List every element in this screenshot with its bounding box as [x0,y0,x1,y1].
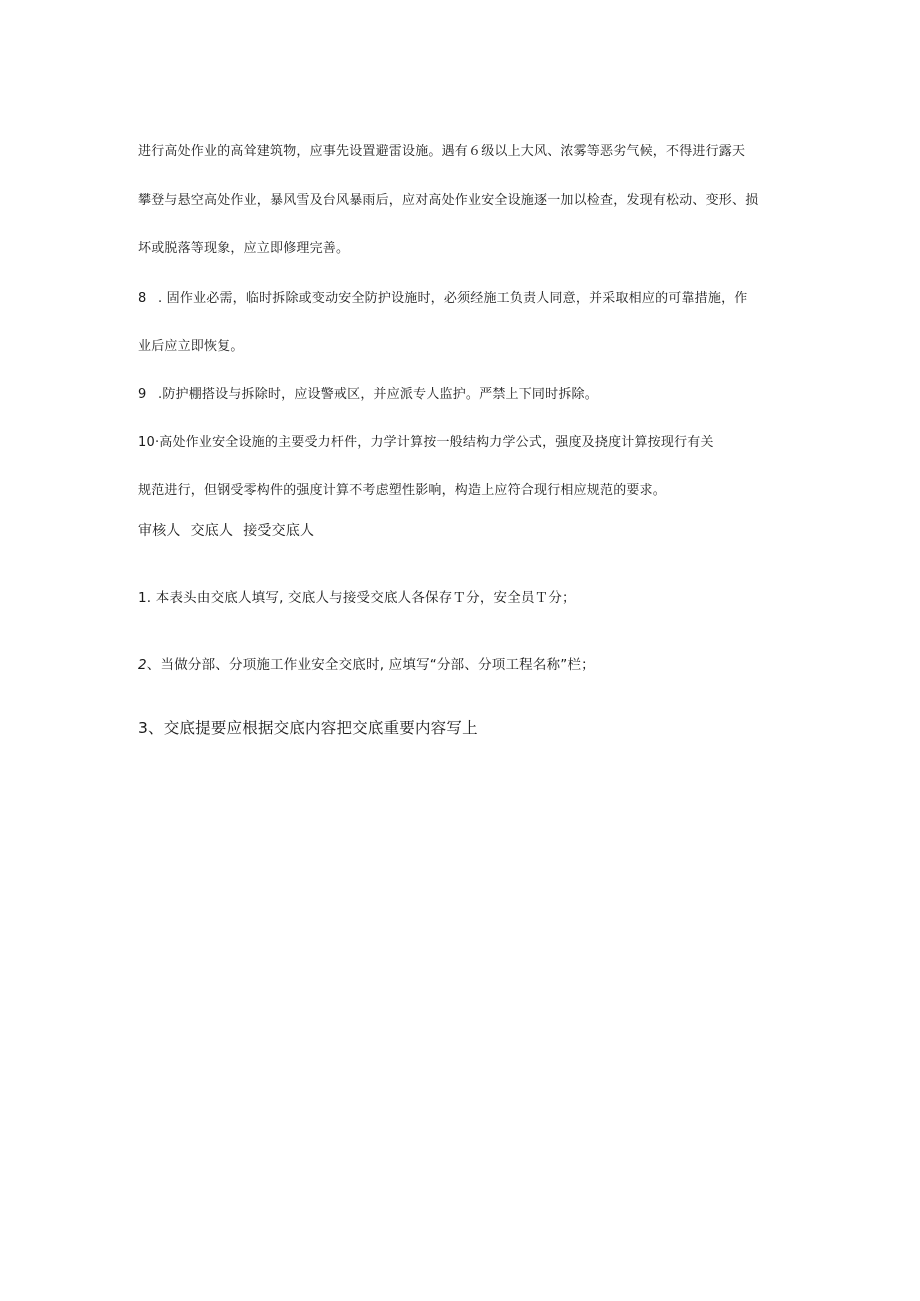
para7-line2: 攀登与悬空高处作业，暴风雪及台风暴雨后，应对高处作业安全设施逐一加以检查，发现有松动、变形、损 [138,193,759,208]
discloser-label: 交底人 [190,523,234,539]
para9-number: 9 [138,387,147,402]
note-2-text: 、当做分部、分项施工作业安全交底时, 应填写“分部、分项工程名称”栏； [146,657,595,673]
para7-line1: 进行高处作业的高耸建筑物，应事先设置避雷设施。遇有６级以上大风、浓雾等恶劣气候，不得进行露天 [138,144,746,159]
note-2-number: 2 [138,657,147,673]
para10-line1: 10·高处作业安全设施的主要受力杆件，力学计算按一般结构力学公式，强度及挠度计算按现行有关 [138,435,714,450]
para9-line1 [138,386,598,404]
para8-line2: 业后应立即恢复。 [138,339,244,354]
note-1: 1. 本表头由交底人填写, 交底人与接受交底人各保存Ｔ分，安全员Ｔ分； [138,590,576,606]
para8-line1 [138,290,786,308]
note-3: 3、交底提要应根据交底内容把交底重要内容写上 [138,719,478,737]
receiver-label: 接受交底人 [243,523,315,539]
reviewer-label: 审核人 [138,523,181,539]
para10-line2: 规范进行，但钢受零构件的强度计算不考虑塑性影响，构造上应符合现行相应规范的要求。 [138,483,667,498]
para8-number: 8 [138,291,147,306]
signature-row [138,522,314,540]
note-2 [138,656,595,674]
para8-text: . 固作业必需，临时拆除或变动安全防护设施时，必须经施工负责人同意，并采取相应的可靠措施，作 [158,291,748,306]
para9-text: .防护棚搭设与拆除时，应设警戒区，并应派专人监护。严禁上下同时拆除。 [158,387,598,402]
para7-line3: 坏或脱落等现象，应立即修理完善。 [138,241,350,256]
